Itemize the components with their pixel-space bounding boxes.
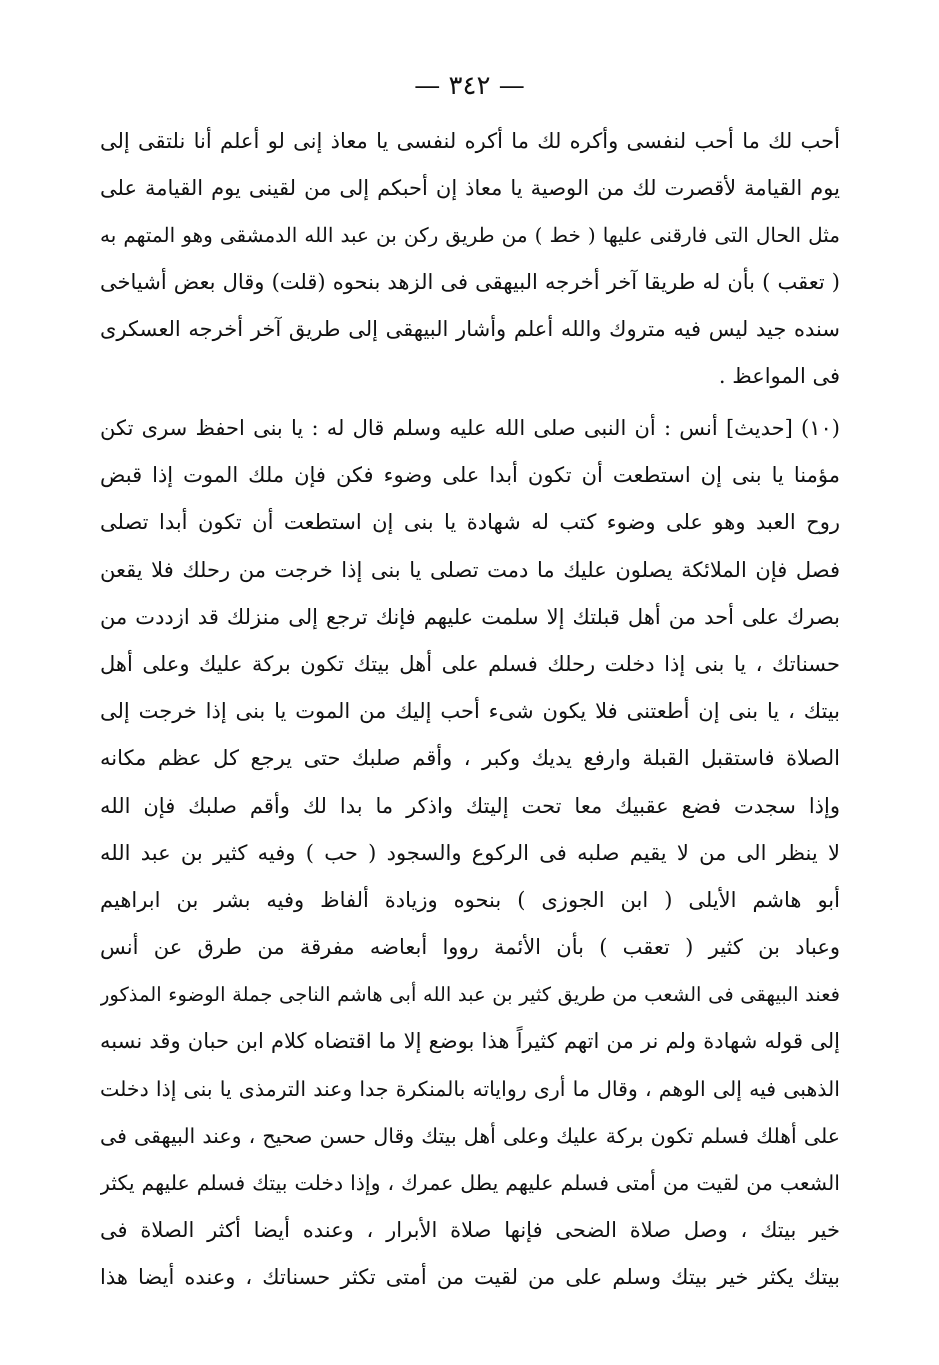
- text-line: وعباد بن كثير ( تعقب ) بأن الأئمة رووا أبعاضه مفرقة من طرق عن أنس: [100, 935, 840, 960]
- text-line: وإذا سجدت فضع عقبيك معا تحت إليتك واذكر ما بدا لك وأقم صلبك فإن الله: [100, 793, 840, 818]
- text-line: بصرك على أحد من أهل قبلتك إلا سلمت عليهم فإنك ترجع إلى منزلك قد ازددت من: [100, 604, 840, 629]
- text-line: لا ينظر الى من لا يقيم صلبه فى الركوع والسجود ( حب ) وفيه كثير بن عبد الله: [100, 840, 840, 865]
- text-line: الشعب من لقيت من أمتى فسلم عليهم يطل عمرك ، وإذا دخلت بيتك فسلم عليهم يكثر: [100, 1171, 840, 1195]
- text-line: أبو هاشم الأيلى ( ابن الجوزى ) بنحوه وزيادة ألفاظ وفيه بشر بن ابراهيم: [100, 887, 840, 912]
- text-line: خير بيتك ، وصل صلاة الضحى فإنها صلاة الأبرار ، وعنده أيضا أكثر الصلاة فى: [100, 1218, 840, 1243]
- page-number: — ٣٤٢ —: [414, 71, 525, 101]
- text-line: بيتك يكثر خير بيتك وسلم على من لقيت من أمتى تكثر حسناتك ، وعنده أيضا هذا: [100, 1265, 840, 1290]
- paragraph-2: [100, 405, 840, 1302]
- text-line: روح العبد وهو على وضوء كتب له شهادة يا بنى إن استطعت أن تكون أبدا تصلى: [100, 510, 840, 535]
- text-line: يوم القيامة لأقصرت لك من الوصية يا معاذ إن أحبكم إلى من لقينى يوم القيامة على: [100, 176, 840, 200]
- text-line: الصلاة فاستقبل القبلة وارفع يديك وكبر ، وأقم صلبك حتى يرجع كل عظم مكانه: [100, 746, 840, 771]
- text-line: فى المواعظ .: [718, 364, 840, 388]
- text-line: إلى قوله شهادة ولم نر من اتهم كثيراً هذا بوضع إلا ما اقتضاه كلام ابن حبان وقد نسبه: [100, 1029, 840, 1054]
- text-line: (١٠) [حديث] أنس : أن النبى صلى الله عليه وسلم قال له : يا بنى احفظ سرى تكن: [100, 416, 840, 440]
- text-line: بيتك ، يا بنى إن أطعتنى فلا يكون شىء أحب إليك من الموت يا بنى إذا خرجت إلى: [100, 699, 840, 724]
- text-line: سنده جيد ليس فيه متروك والله أعلم وأشار البيهقى إلى طريق آخر أخرجه العسكرى: [100, 317, 840, 341]
- paragraph-1: [100, 118, 840, 400]
- text-line: على أهلك فسلم تكون بركة عليك وعلى أهل بيتك وقال حسن صحيح ، وعند البيهقى فى: [100, 1123, 840, 1148]
- text-line: فصل فإن الملائكة يصلون عليك ما دمت تصلى يا بنى إذا خرجت من رحلك فلا يقعن: [100, 557, 840, 582]
- text-line: ( تعقب ) بأن له طريقا آخر أخرجه البيهقى فى الزهد بنحوه (قلت) وقال بعض أشياخى: [100, 270, 840, 294]
- text-line: مثل الحال التى فارقنى عليها ( خط ) من طريق ركن بن عبد الله الدمشقى وهو المتهم به: [100, 223, 840, 247]
- text-line: مؤمنا يا بنى إن استطعت أن تكون أبدا على وضوء فكن فإن ملك الموت إذا قبض: [100, 463, 840, 488]
- text-line: حسناتك ، يا بنى إذا دخلت رحلك فسلم على أهل بيتك تكون بركة عليك وعلى أهل: [100, 651, 840, 676]
- text-line: أحب لك ما أحب لنفسى وأكره لك ما أكره لنفسى يا معاذ إنى لو أعلم أنا نلتقى إلى: [100, 129, 840, 153]
- text-line: فعند البيهقى فى الشعب من طريق كثير بن عبد الله أبى هاشم الناجى جملة الوضوء المذكور: [100, 983, 840, 1007]
- text-line: الذهبى فيه إلى الوهم ، وقال ما أرى رواياته بالمنكرة جدا وعند الترمذى يا بنى إذا دخلت: [100, 1076, 840, 1101]
